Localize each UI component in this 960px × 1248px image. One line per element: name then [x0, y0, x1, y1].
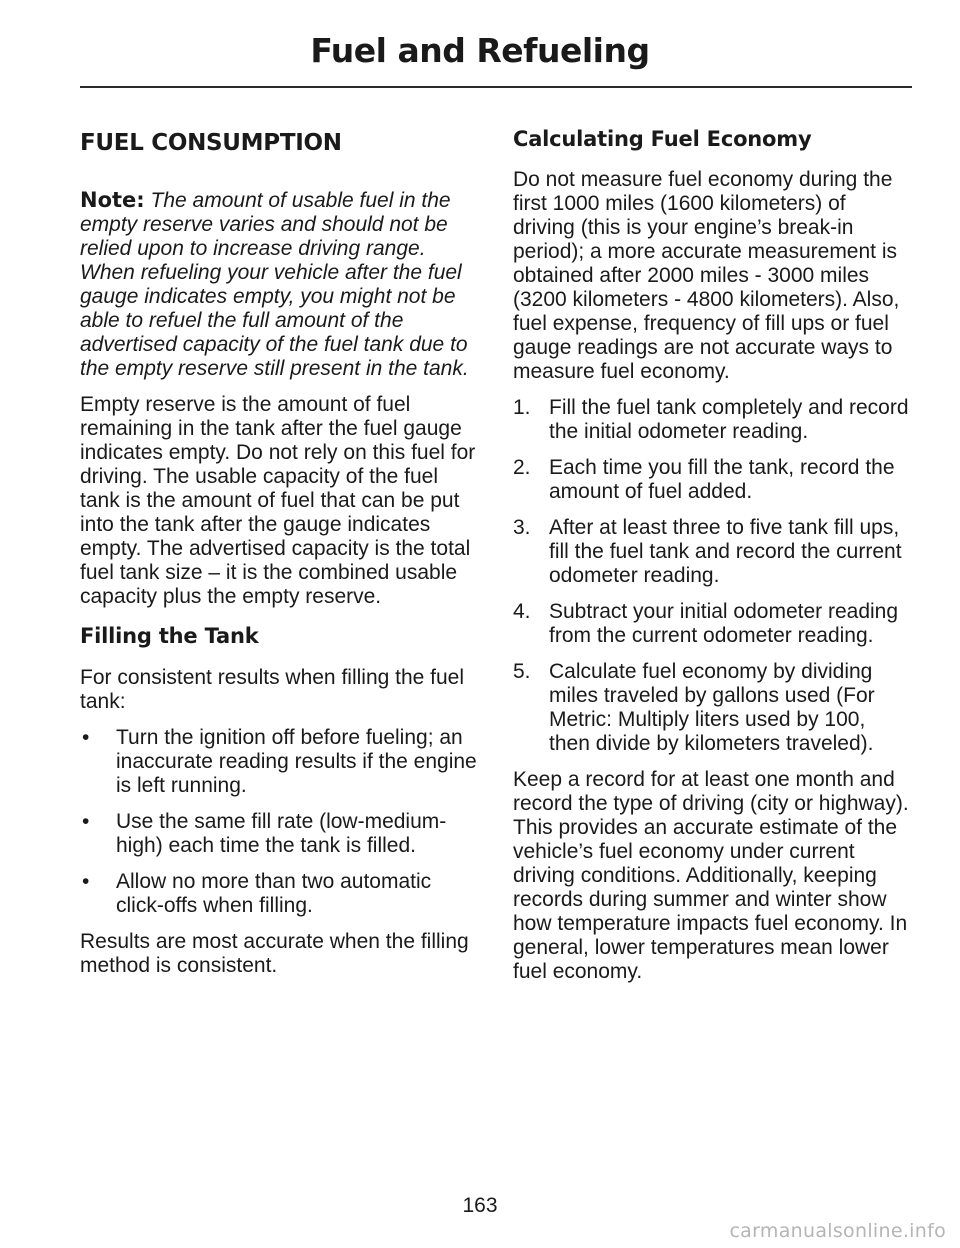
calc-closing-paragraph: Keep a record for at least one month and record the type of driving (city or highway). This provides an accurate estimate of the vehicle’s fuel economy under current driving conditions. Additionally, keeping records during summer and winter show how temperature impacts fuel economy. In general, lower temperatures mean lower fuel economy. [513, 768, 909, 983]
list-item [80, 726, 478, 798]
step-number: 4. [513, 600, 531, 623]
step-number: 1. [513, 396, 531, 419]
step-text: Each time you fill the tank, record the amount of fuel added. [549, 456, 895, 503]
section-title-fuel-consumption: FUEL CONSUMPTION [80, 130, 342, 156]
list-item-text: Turn the ignition off before fueling; an inaccurate reading results if the engine is left running. [116, 726, 477, 797]
bullet-icon: • [82, 870, 90, 893]
subsection-title-filling-the-tank: Filling the Tank [80, 624, 259, 648]
step-text: After at least three to five tank fill ups, fill the fuel tank and record the current odometer reading. [549, 516, 902, 587]
page-title: Fuel and Refueling [310, 31, 650, 70]
note-paragraph [80, 188, 478, 381]
header-divider [80, 86, 912, 88]
bullet-icon: • [82, 726, 90, 749]
calc-steps-list [513, 396, 911, 756]
watermark: carmanualsonline.info [729, 1220, 946, 1242]
calc-intro-paragraph: Do not measure fuel economy during the first 1000 miles (1600 kilometers) of driving (this is your engine’s break-in period); a more accurate measurement is obtained after 2000 miles - 3000 miles (3200 kilometers - 4800 kilometers). Also, fuel expense, frequency of fill ups or fuel gauge readings are not accurate ways to measure fuel economy. [513, 168, 900, 383]
filling-bullet-list [80, 726, 478, 918]
list-item [513, 456, 911, 504]
step-number: 3. [513, 516, 531, 539]
list-item [513, 660, 911, 756]
list-item [513, 600, 911, 648]
list-item [513, 396, 911, 444]
subsection-title-calculating-fuel-economy: Calculating Fuel Economy [513, 127, 812, 151]
list-item [80, 810, 478, 858]
filling-intro: For consistent results when filling the fuel tank: [80, 666, 465, 713]
filling-closing-paragraph: Results are most accurate when the filling method is consistent. [80, 930, 469, 977]
page-number: 163 [462, 1194, 498, 1217]
step-text: Subtract your initial odometer reading from the current odometer reading. [549, 600, 899, 647]
list-item [80, 870, 478, 918]
note-text: The amount of usable fuel in the empty reserve varies and should not be relied upon to increase driving range. When refueling your vehicle after the fuel gauge indicates empty, you might not be able to refuel the full amount of the advertised capacity of the fuel tank due to the empty reserve still present in the tank. [80, 189, 469, 380]
empty-reserve-paragraph: Empty reserve is the amount of fuel remaining in the tank after the fuel gauge indicates empty. Do not rely on this fuel for driving. The usable capacity of the fuel tank is the amount of fuel that can be put into the tank after the gauge indicates empty. The advertised capacity is the total fuel tank size – it is the combined usable capacity plus the empty reserve. [80, 393, 476, 608]
list-item-text: Allow no more than two automatic click-offs when filling. [116, 870, 432, 917]
step-text: Fill the fuel tank completely and record the initial odometer reading. [549, 396, 909, 443]
note-label: Note: [80, 188, 145, 212]
step-number: 5. [513, 660, 531, 683]
bullet-icon: • [82, 810, 90, 833]
list-item [513, 516, 911, 588]
list-item-text: Use the same fill rate (low-medium-high) each time the tank is filled. [116, 810, 447, 857]
right-column [513, 120, 911, 996]
left-column [80, 120, 478, 990]
step-number: 2. [513, 456, 531, 479]
step-text: Calculate fuel economy by dividing miles traveled by gallons used (For Metric: Multiply liters used by 100, then divide by kilometers traveled). [549, 660, 875, 755]
page-header [0, 26, 960, 76]
